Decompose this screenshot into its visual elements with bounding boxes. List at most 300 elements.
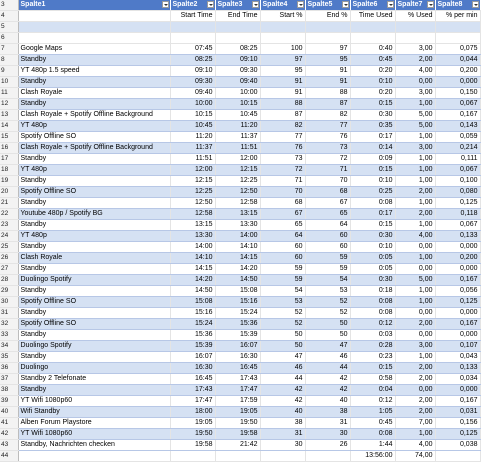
- cell[interactable]: 67: [305, 198, 350, 209]
- cell[interactable]: 0:12: [350, 396, 395, 407]
- cell[interactable]: 17:43: [215, 374, 260, 385]
- cell[interactable]: 10:00: [215, 88, 260, 99]
- cell[interactable]: 12:58: [215, 198, 260, 209]
- cell[interactable]: Spotify Offline SO: [18, 319, 170, 330]
- cell[interactable]: 26: [305, 440, 350, 451]
- cell[interactable]: 50: [305, 319, 350, 330]
- cell[interactable]: 0,167: [435, 396, 480, 407]
- cell[interactable]: 0,118: [435, 209, 480, 220]
- cell[interactable]: 71: [305, 165, 350, 176]
- cell[interactable]: 68: [260, 198, 305, 209]
- cell[interactable]: 3,00: [395, 341, 435, 352]
- cell[interactable]: [395, 33, 435, 44]
- cell[interactable]: 1,00: [395, 297, 435, 308]
- cell[interactable]: Spotify Offline SO: [18, 132, 170, 143]
- cell[interactable]: 0,000: [435, 308, 480, 319]
- cell[interactable]: 15:36: [215, 319, 260, 330]
- cell[interactable]: 17:47: [215, 385, 260, 396]
- cell[interactable]: 14:15: [170, 264, 215, 275]
- subheader-cell[interactable]: Time Used: [350, 11, 395, 22]
- cell[interactable]: 2,00: [395, 319, 435, 330]
- cell[interactable]: [350, 22, 395, 33]
- cell[interactable]: 77: [305, 121, 350, 132]
- cell[interactable]: 14:00: [215, 231, 260, 242]
- cell[interactable]: 4,00: [395, 440, 435, 451]
- cell[interactable]: 2,00: [395, 55, 435, 66]
- cell[interactable]: [170, 33, 215, 44]
- cell[interactable]: 15:24: [215, 308, 260, 319]
- cell[interactable]: 0,200: [435, 253, 480, 264]
- cell[interactable]: 70: [260, 187, 305, 198]
- cell[interactable]: 0:30: [350, 275, 395, 286]
- cell[interactable]: [215, 22, 260, 33]
- subheader-cell[interactable]: End Time: [215, 11, 260, 22]
- cell[interactable]: 07:45: [170, 44, 215, 55]
- cell[interactable]: 15:08: [170, 297, 215, 308]
- cell[interactable]: 15:16: [170, 308, 215, 319]
- filter-dropdown-icon[interactable]: [472, 1, 479, 8]
- cell[interactable]: 0:30: [350, 231, 395, 242]
- cell[interactable]: 0,000: [435, 330, 480, 341]
- cell[interactable]: 0,000: [435, 385, 480, 396]
- cell[interactable]: [305, 22, 350, 33]
- cell[interactable]: YT 480p: [18, 231, 170, 242]
- column-header[interactable]: [350, 0, 395, 11]
- cell[interactable]: 54: [305, 275, 350, 286]
- cell[interactable]: 30: [305, 429, 350, 440]
- cell[interactable]: 52: [260, 308, 305, 319]
- cell[interactable]: 91: [260, 88, 305, 99]
- cell[interactable]: 0,000: [435, 242, 480, 253]
- filter-dropdown-icon[interactable]: [427, 1, 434, 8]
- cell[interactable]: 19:50: [215, 418, 260, 429]
- cell[interactable]: 17:59: [215, 396, 260, 407]
- cell[interactable]: 0:15: [350, 363, 395, 374]
- cell[interactable]: YT Wifi 1080p60: [18, 396, 170, 407]
- cell[interactable]: 16:07: [215, 341, 260, 352]
- cell[interactable]: 59: [260, 275, 305, 286]
- cell[interactable]: 71: [260, 176, 305, 187]
- cell[interactable]: 0,143: [435, 121, 480, 132]
- cell[interactable]: 0:23: [350, 352, 395, 363]
- cell[interactable]: 14:20: [170, 275, 215, 286]
- cell[interactable]: 50: [260, 341, 305, 352]
- cell[interactable]: 53: [260, 297, 305, 308]
- cell[interactable]: 0:09: [350, 154, 395, 165]
- cell[interactable]: 0,125: [435, 297, 480, 308]
- cell[interactable]: 0,100: [435, 176, 480, 187]
- cell[interactable]: 72: [305, 154, 350, 165]
- cell[interactable]: 12:50: [215, 187, 260, 198]
- cell[interactable]: Standby: [18, 220, 170, 231]
- filter-dropdown-icon[interactable]: [387, 1, 394, 8]
- cell[interactable]: 2,00: [395, 407, 435, 418]
- column-header[interactable]: [18, 0, 170, 11]
- cell[interactable]: 12:00: [215, 154, 260, 165]
- cell[interactable]: 0,043: [435, 352, 480, 363]
- cell[interactable]: 10:15: [170, 110, 215, 121]
- cell[interactable]: 2,00: [395, 396, 435, 407]
- cell[interactable]: 09:10: [215, 55, 260, 66]
- cell[interactable]: 0,067: [435, 99, 480, 110]
- cell[interactable]: 40: [305, 396, 350, 407]
- cell[interactable]: [215, 33, 260, 44]
- cell[interactable]: 0:08: [350, 308, 395, 319]
- cell[interactable]: 0:45: [350, 55, 395, 66]
- cell[interactable]: 15:08: [215, 286, 260, 297]
- cell[interactable]: 0:08: [350, 429, 395, 440]
- cell[interactable]: Wifi Standby: [18, 407, 170, 418]
- cell[interactable]: 72: [260, 165, 305, 176]
- cell[interactable]: 0:10: [350, 77, 395, 88]
- cell[interactable]: Standby: [18, 264, 170, 275]
- cell[interactable]: 18:00: [170, 407, 215, 418]
- subheader-cell[interactable]: Start Time: [170, 11, 215, 22]
- cell[interactable]: 0,067: [435, 165, 480, 176]
- cell[interactable]: 0,038: [435, 440, 480, 451]
- cell[interactable]: 0,125: [435, 429, 480, 440]
- cell[interactable]: 44: [305, 363, 350, 374]
- cell[interactable]: 3,00: [395, 143, 435, 154]
- cell[interactable]: 1,00: [395, 165, 435, 176]
- total-cell[interactable]: [170, 451, 215, 462]
- cell[interactable]: 60: [305, 242, 350, 253]
- cell[interactable]: 1,00: [395, 429, 435, 440]
- cell[interactable]: 0:17: [350, 209, 395, 220]
- cell[interactable]: [305, 33, 350, 44]
- cell[interactable]: 40: [260, 407, 305, 418]
- cell[interactable]: 2,00: [395, 363, 435, 374]
- filter-dropdown-icon[interactable]: [207, 1, 214, 8]
- cell[interactable]: 73: [305, 143, 350, 154]
- cell[interactable]: 53: [305, 286, 350, 297]
- cell[interactable]: 0:35: [350, 121, 395, 132]
- cell[interactable]: 0:18: [350, 286, 395, 297]
- cell[interactable]: 65: [260, 220, 305, 231]
- cell[interactable]: Clash Royale: [18, 253, 170, 264]
- cell[interactable]: 14:50: [170, 286, 215, 297]
- cell[interactable]: 5,00: [395, 110, 435, 121]
- cell[interactable]: 0,056: [435, 286, 480, 297]
- cell[interactable]: 42: [305, 374, 350, 385]
- cell[interactable]: 0,125: [435, 198, 480, 209]
- cell[interactable]: 0,00: [395, 308, 435, 319]
- cell[interactable]: 14:50: [215, 275, 260, 286]
- cell[interactable]: 09:30: [170, 77, 215, 88]
- cell[interactable]: 76: [260, 143, 305, 154]
- cell[interactable]: 0,200: [435, 66, 480, 77]
- cell[interactable]: 0,000: [435, 264, 480, 275]
- cell[interactable]: 1,00: [395, 132, 435, 143]
- cell[interactable]: 0:08: [350, 198, 395, 209]
- cell[interactable]: Duolingo Spotify: [18, 341, 170, 352]
- total-cell[interactable]: [260, 451, 305, 462]
- cell[interactable]: 47: [260, 352, 305, 363]
- cell[interactable]: 88: [305, 88, 350, 99]
- cell[interactable]: 46: [260, 363, 305, 374]
- cell[interactable]: 0,167: [435, 319, 480, 330]
- cell[interactable]: 0,133: [435, 231, 480, 242]
- cell[interactable]: 52: [260, 319, 305, 330]
- cell[interactable]: [260, 22, 305, 33]
- cell[interactable]: 0,059: [435, 132, 480, 143]
- cell[interactable]: 0:12: [350, 319, 395, 330]
- cell[interactable]: 0,044: [435, 55, 480, 66]
- cell[interactable]: 0,167: [435, 110, 480, 121]
- cell[interactable]: 13:15: [215, 209, 260, 220]
- cell[interactable]: 4,00: [395, 231, 435, 242]
- cell[interactable]: 54: [260, 286, 305, 297]
- cell[interactable]: 0,000: [435, 77, 480, 88]
- cell[interactable]: 0,075: [435, 44, 480, 55]
- cell[interactable]: 0,150: [435, 88, 480, 99]
- total-cell[interactable]: [435, 451, 480, 462]
- cell[interactable]: 1,00: [395, 220, 435, 231]
- cell[interactable]: [435, 33, 480, 44]
- cell[interactable]: Standby: [18, 242, 170, 253]
- cell[interactable]: 0:40: [350, 44, 395, 55]
- cell[interactable]: 68: [305, 187, 350, 198]
- cell[interactable]: Youtube 480p / Spotify BG: [18, 209, 170, 220]
- column-header[interactable]: [170, 0, 215, 11]
- cell[interactable]: 12:50: [170, 198, 215, 209]
- cell[interactable]: 0:45: [350, 418, 395, 429]
- cell[interactable]: 0:17: [350, 132, 395, 143]
- cell[interactable]: 19:58: [215, 429, 260, 440]
- cell[interactable]: 14:15: [215, 253, 260, 264]
- cell[interactable]: Standby: [18, 330, 170, 341]
- cell[interactable]: 12:15: [215, 165, 260, 176]
- cell[interactable]: 0,00: [395, 385, 435, 396]
- cell[interactable]: 17:43: [170, 385, 215, 396]
- cell[interactable]: Standby, Nachrichten checken: [18, 440, 170, 451]
- cell[interactable]: 0:20: [350, 88, 395, 99]
- cell[interactable]: Standby: [18, 352, 170, 363]
- cell[interactable]: 50: [260, 330, 305, 341]
- cell[interactable]: 52: [305, 297, 350, 308]
- cell[interactable]: 0:20: [350, 66, 395, 77]
- cell[interactable]: 21:42: [215, 440, 260, 451]
- cell[interactable]: Standby: [18, 77, 170, 88]
- cell[interactable]: 59: [260, 264, 305, 275]
- cell[interactable]: 09:10: [170, 66, 215, 77]
- cell[interactable]: 0:08: [350, 297, 395, 308]
- cell[interactable]: 38: [305, 407, 350, 418]
- column-header[interactable]: [435, 0, 480, 11]
- filter-dropdown-icon[interactable]: [252, 1, 259, 8]
- subheader-cell[interactable]: % per min: [435, 11, 480, 22]
- cell[interactable]: 0:14: [350, 143, 395, 154]
- cell[interactable]: 67: [260, 209, 305, 220]
- cell[interactable]: 14:20: [215, 264, 260, 275]
- cell[interactable]: 11:51: [170, 154, 215, 165]
- cell[interactable]: 12:15: [170, 176, 215, 187]
- cell[interactable]: 46: [305, 352, 350, 363]
- cell[interactable]: 64: [260, 231, 305, 242]
- cell[interactable]: Standby: [18, 198, 170, 209]
- cell[interactable]: 11:20: [170, 132, 215, 143]
- cell[interactable]: 91: [305, 66, 350, 77]
- cell[interactable]: 11:20: [215, 121, 260, 132]
- cell[interactable]: 70: [305, 176, 350, 187]
- cell[interactable]: Clash Royale + Spotify Offline Background: [18, 143, 170, 154]
- cell[interactable]: 10:15: [215, 99, 260, 110]
- cell[interactable]: 2,00: [395, 209, 435, 220]
- cell[interactable]: 12:25: [215, 176, 260, 187]
- cell[interactable]: 64: [305, 220, 350, 231]
- subheader-cell[interactable]: [18, 11, 170, 22]
- cell[interactable]: Standby: [18, 99, 170, 110]
- cell[interactable]: Duolingo Spotify: [18, 275, 170, 286]
- cell[interactable]: 12:00: [170, 165, 215, 176]
- column-header[interactable]: [395, 0, 435, 11]
- cell[interactable]: 08:25: [215, 44, 260, 55]
- cell[interactable]: 95: [305, 55, 350, 66]
- cell[interactable]: 15:39: [170, 341, 215, 352]
- cell[interactable]: 12:25: [170, 187, 215, 198]
- column-header[interactable]: [305, 0, 350, 11]
- cell[interactable]: 65: [305, 209, 350, 220]
- cell[interactable]: Standby: [18, 154, 170, 165]
- cell[interactable]: 0:15: [350, 99, 395, 110]
- cell[interactable]: 0,00: [395, 77, 435, 88]
- cell[interactable]: 50: [305, 330, 350, 341]
- cell[interactable]: 10:45: [170, 121, 215, 132]
- cell[interactable]: 16:30: [215, 352, 260, 363]
- cell[interactable]: 1,00: [395, 198, 435, 209]
- cell[interactable]: 42: [305, 385, 350, 396]
- filter-dropdown-icon[interactable]: [297, 1, 304, 8]
- cell[interactable]: 16:07: [170, 352, 215, 363]
- cell[interactable]: Spotify Offline SO: [18, 187, 170, 198]
- cell[interactable]: 31: [305, 418, 350, 429]
- cell[interactable]: 38: [260, 418, 305, 429]
- cell[interactable]: 5,00: [395, 121, 435, 132]
- cell[interactable]: 0:15: [350, 165, 395, 176]
- cell[interactable]: 19:50: [170, 429, 215, 440]
- cell[interactable]: 60: [305, 231, 350, 242]
- cell[interactable]: 0,031: [435, 407, 480, 418]
- cell[interactable]: 60: [260, 253, 305, 264]
- cell[interactable]: 0:05: [350, 253, 395, 264]
- total-cell[interactable]: 13:56:00: [350, 451, 395, 462]
- cell[interactable]: 0:04: [350, 385, 395, 396]
- cell[interactable]: 87: [260, 110, 305, 121]
- cell[interactable]: 3,00: [395, 44, 435, 55]
- cell[interactable]: 13:30: [215, 220, 260, 231]
- cell[interactable]: 0,067: [435, 220, 480, 231]
- cell[interactable]: 0,00: [395, 330, 435, 341]
- cell[interactable]: Standby: [18, 385, 170, 396]
- cell[interactable]: Clash Royale + Spotify Offline Background: [18, 110, 170, 121]
- cell[interactable]: 1,00: [395, 286, 435, 297]
- cell[interactable]: 16:45: [170, 374, 215, 385]
- cell[interactable]: 0:30: [350, 110, 395, 121]
- cell[interactable]: 88: [260, 99, 305, 110]
- filter-dropdown-icon[interactable]: [342, 1, 349, 8]
- cell[interactable]: 16:45: [215, 363, 260, 374]
- cell[interactable]: 19:58: [170, 440, 215, 451]
- cell[interactable]: 11:51: [215, 143, 260, 154]
- subheader-cell[interactable]: % Used: [395, 11, 435, 22]
- cell[interactable]: 15:36: [170, 330, 215, 341]
- cell[interactable]: 97: [260, 55, 305, 66]
- cell[interactable]: 15:16: [215, 297, 260, 308]
- cell[interactable]: 11:37: [215, 132, 260, 143]
- cell[interactable]: 0:03: [350, 330, 395, 341]
- cell[interactable]: [170, 22, 215, 33]
- cell[interactable]: 5,00: [395, 275, 435, 286]
- cell[interactable]: 0:10: [350, 176, 395, 187]
- cell[interactable]: 31: [260, 429, 305, 440]
- cell[interactable]: 13:30: [170, 231, 215, 242]
- cell[interactable]: 76: [305, 132, 350, 143]
- cell[interactable]: Standby: [18, 55, 170, 66]
- cell[interactable]: 3,00: [395, 88, 435, 99]
- cell[interactable]: Clash Royale: [18, 88, 170, 99]
- column-header[interactable]: [260, 0, 305, 11]
- total-cell[interactable]: 74,00: [395, 451, 435, 462]
- cell[interactable]: 0:05: [350, 264, 395, 275]
- total-cell[interactable]: [215, 451, 260, 462]
- cell[interactable]: 1:44: [350, 440, 395, 451]
- cell[interactable]: Duolingo: [18, 363, 170, 374]
- cell[interactable]: 44: [260, 374, 305, 385]
- cell[interactable]: 13:15: [170, 220, 215, 231]
- cell[interactable]: 14:00: [170, 242, 215, 253]
- cell[interactable]: 11:37: [170, 143, 215, 154]
- cell[interactable]: [18, 33, 170, 44]
- total-cell[interactable]: [305, 451, 350, 462]
- cell[interactable]: 42: [260, 396, 305, 407]
- cell[interactable]: 16:30: [170, 363, 215, 374]
- cell[interactable]: 0,214: [435, 143, 480, 154]
- cell[interactable]: Standby: [18, 308, 170, 319]
- cell[interactable]: 0,111: [435, 154, 480, 165]
- cell[interactable]: 0:15: [350, 220, 395, 231]
- cell[interactable]: 1,00: [395, 99, 435, 110]
- cell[interactable]: 82: [305, 110, 350, 121]
- cell[interactable]: 0,133: [435, 363, 480, 374]
- cell[interactable]: 42: [260, 385, 305, 396]
- cell[interactable]: 0,00: [395, 242, 435, 253]
- cell[interactable]: 08:25: [170, 55, 215, 66]
- cell[interactable]: 1,00: [395, 176, 435, 187]
- subheader-cell[interactable]: End %: [305, 11, 350, 22]
- cell[interactable]: 17:47: [170, 396, 215, 407]
- cell[interactable]: 0,167: [435, 275, 480, 286]
- cell[interactable]: 59: [305, 264, 350, 275]
- cell[interactable]: [350, 33, 395, 44]
- subheader-cell[interactable]: Start %: [260, 11, 305, 22]
- cell[interactable]: 100: [260, 44, 305, 55]
- cell[interactable]: [395, 22, 435, 33]
- cell[interactable]: 2,00: [395, 374, 435, 385]
- total-cell[interactable]: [18, 451, 170, 462]
- cell[interactable]: 87: [305, 99, 350, 110]
- cell[interactable]: 91: [260, 77, 305, 88]
- cell[interactable]: 09:40: [215, 77, 260, 88]
- cell[interactable]: 0:28: [350, 341, 395, 352]
- cell[interactable]: 14:10: [170, 253, 215, 264]
- cell[interactable]: 0,00: [395, 264, 435, 275]
- cell[interactable]: [260, 33, 305, 44]
- cell[interactable]: 77: [260, 132, 305, 143]
- cell[interactable]: YT 480p 1.5 speed: [18, 66, 170, 77]
- cell[interactable]: 1,00: [395, 253, 435, 264]
- cell[interactable]: 0:25: [350, 187, 395, 198]
- cell[interactable]: 0,034: [435, 374, 480, 385]
